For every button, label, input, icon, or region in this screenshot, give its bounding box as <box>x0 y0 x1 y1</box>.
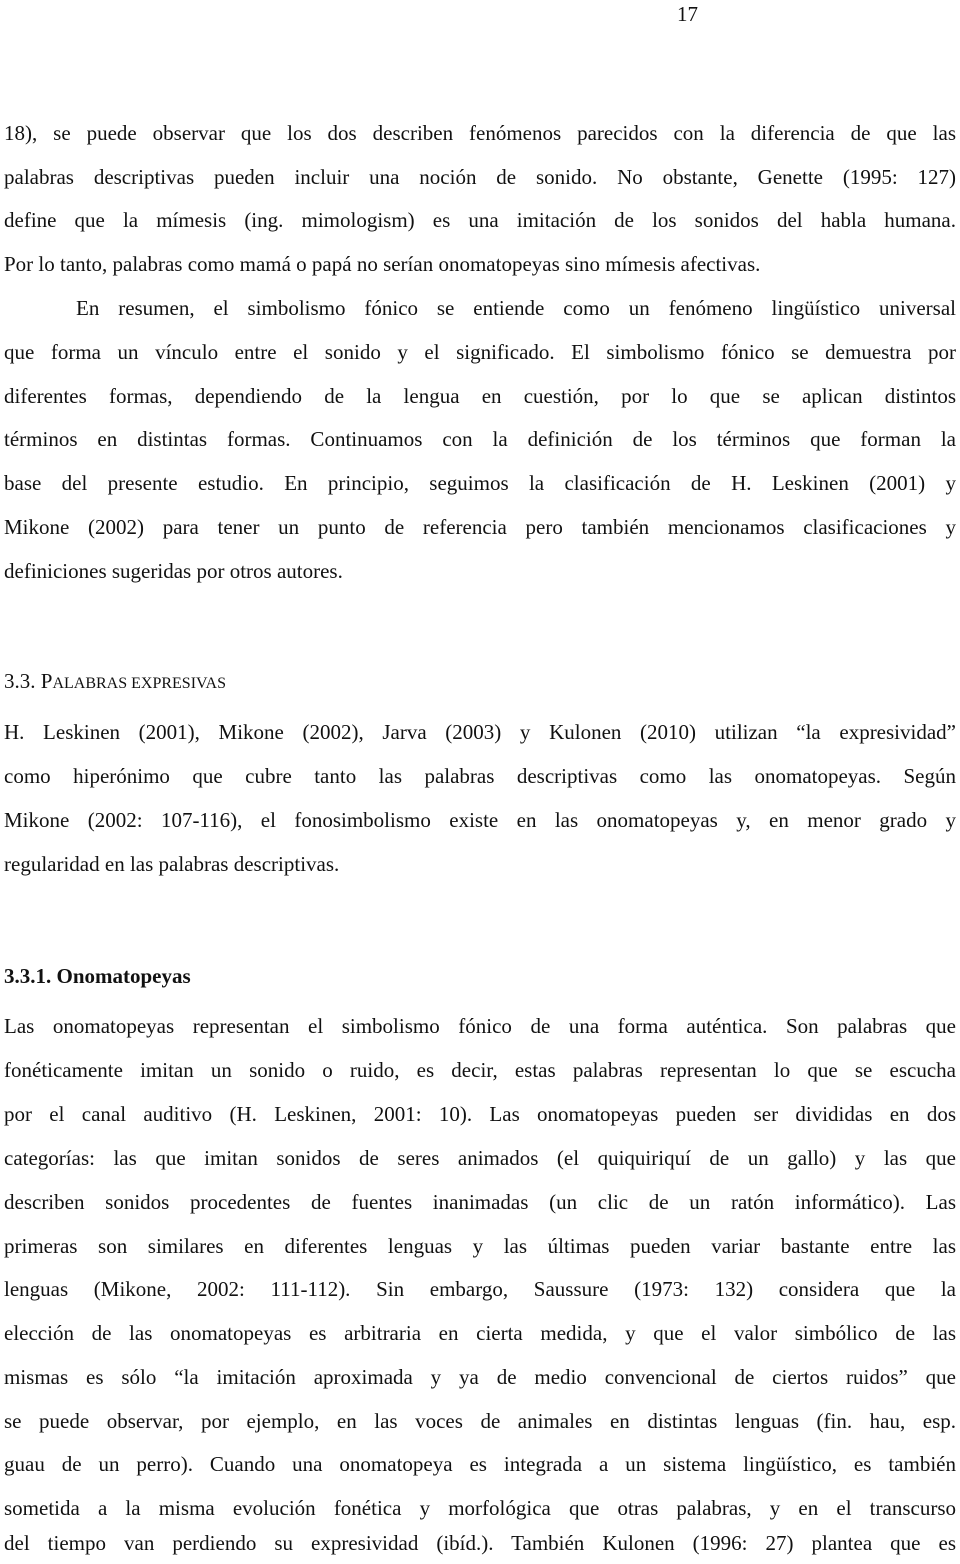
page-number: 17 <box>677 2 698 26</box>
text-line: En resumen, el simbolismo fónico se entiende como un fenómeno lingüístico universal <box>76 296 956 320</box>
section-heading-3-3-1: 3.3.1. Onomatopeyas <box>4 964 191 988</box>
section-heading-3-3 <box>4 666 956 699</box>
text-line: por el canal auditivo (H. Leskinen, 2001: 10). Las onomatopeyas pueden ser divididas en dos <box>4 1102 956 1126</box>
text-line: términos en distintas formas. Continuamos con la definición de los términos que forman la <box>4 427 956 451</box>
text-line: elección de las onomatopeyas es arbitraria en cierta medida, y que el valor simbólico de las <box>4 1321 956 1345</box>
section-title-rest: ALABRAS EXPRESIVAS <box>52 675 226 692</box>
text-line: del tiempo van perdiendo su expresividad (ibíd.). También Kulonen (1996: 27) plantea que es <box>4 1531 956 1555</box>
text-line: guau de un perro). Cuando una onomatopeya es integrada a un sistema lingüístico, es también <box>4 1452 956 1476</box>
text-line: sometida a la misma evolución fonética y morfológica que otras palabras, y en el transcurso <box>4 1496 956 1520</box>
text-line: Mikone (2002: 107-116), el fonosimbolismo existe en las onomatopeyas y, en menor grado y <box>4 808 956 832</box>
text-line: definiciones sugeridas por otros autores. <box>4 559 343 583</box>
text-line: base del presente estudio. En principio, seguimos la clasificación de H. Leskinen (2001) y <box>4 471 956 495</box>
text-line: describen sonidos procedentes de fuentes inanimadas (un clic de un ratón informático). Las <box>4 1190 956 1214</box>
text-line: se puede observar, por ejemplo, en las voces de animales en distintas lenguas (fin. hau, esp. <box>4 1409 956 1433</box>
text-line: fonéticamente imitan un sonido o ruido, es decir, estas palabras representan lo que se escucha <box>4 1058 956 1082</box>
section-number: 3.3. <box>4 669 36 693</box>
text-line: Las onomatopeyas representan el simbolismo fónico de una forma auténtica. Son palabras que <box>4 1014 956 1038</box>
text-line: palabras descriptivas pueden incluir una noción de sonido. No obstante, Genette (1995: 127) <box>4 165 956 189</box>
section-title-initial: P <box>40 669 53 693</box>
text-line: mismas es sólo “la imitación aproximada y ya de medio convencional de ciertos ruidos” que <box>4 1365 956 1389</box>
text-line: como hiperónimo que cubre tanto las palabras descriptivas como las onomatopeyas. Según <box>4 764 956 788</box>
text-line: Por lo tanto, palabras como mamá o papá no serían onomatopeyas sino mímesis afectivas. <box>4 252 761 276</box>
text-line: lenguas (Mikone, 2002: 111-112). Sin embargo, Saussure (1973: 132) considera que la <box>4 1277 956 1301</box>
text-line: H. Leskinen (2001), Mikone (2002), Jarva (2003) y Kulonen (2010) utilizan “la expresividad” <box>4 720 956 744</box>
text-line: que forma un vínculo entre el sonido y el significado. El simbolismo fónico se demuestra por <box>4 340 956 364</box>
text-line: 18), se puede observar que los dos describen fenómenos parecidos con la diferencia de que las <box>4 121 956 145</box>
text-line: diferentes formas, dependiendo de la lengua en cuestión, por lo que se aplican distintos <box>4 384 956 408</box>
text-line: primeras son similares en diferentes lenguas y las últimas pueden variar bastante entre las <box>4 1234 956 1258</box>
text-line: Mikone (2002) para tener un punto de referencia pero también mencionamos clasificaciones y <box>4 515 956 539</box>
text-line: define que la mímesis (ing. mimologism) es una imitación de los sonidos del habla humana. <box>4 208 956 232</box>
text-line: regularidad en las palabras descriptivas. <box>4 852 340 876</box>
text-line: categorías: las que imitan sonidos de seres animados (el quiquiriquí de un gallo) y las que <box>4 1146 956 1170</box>
